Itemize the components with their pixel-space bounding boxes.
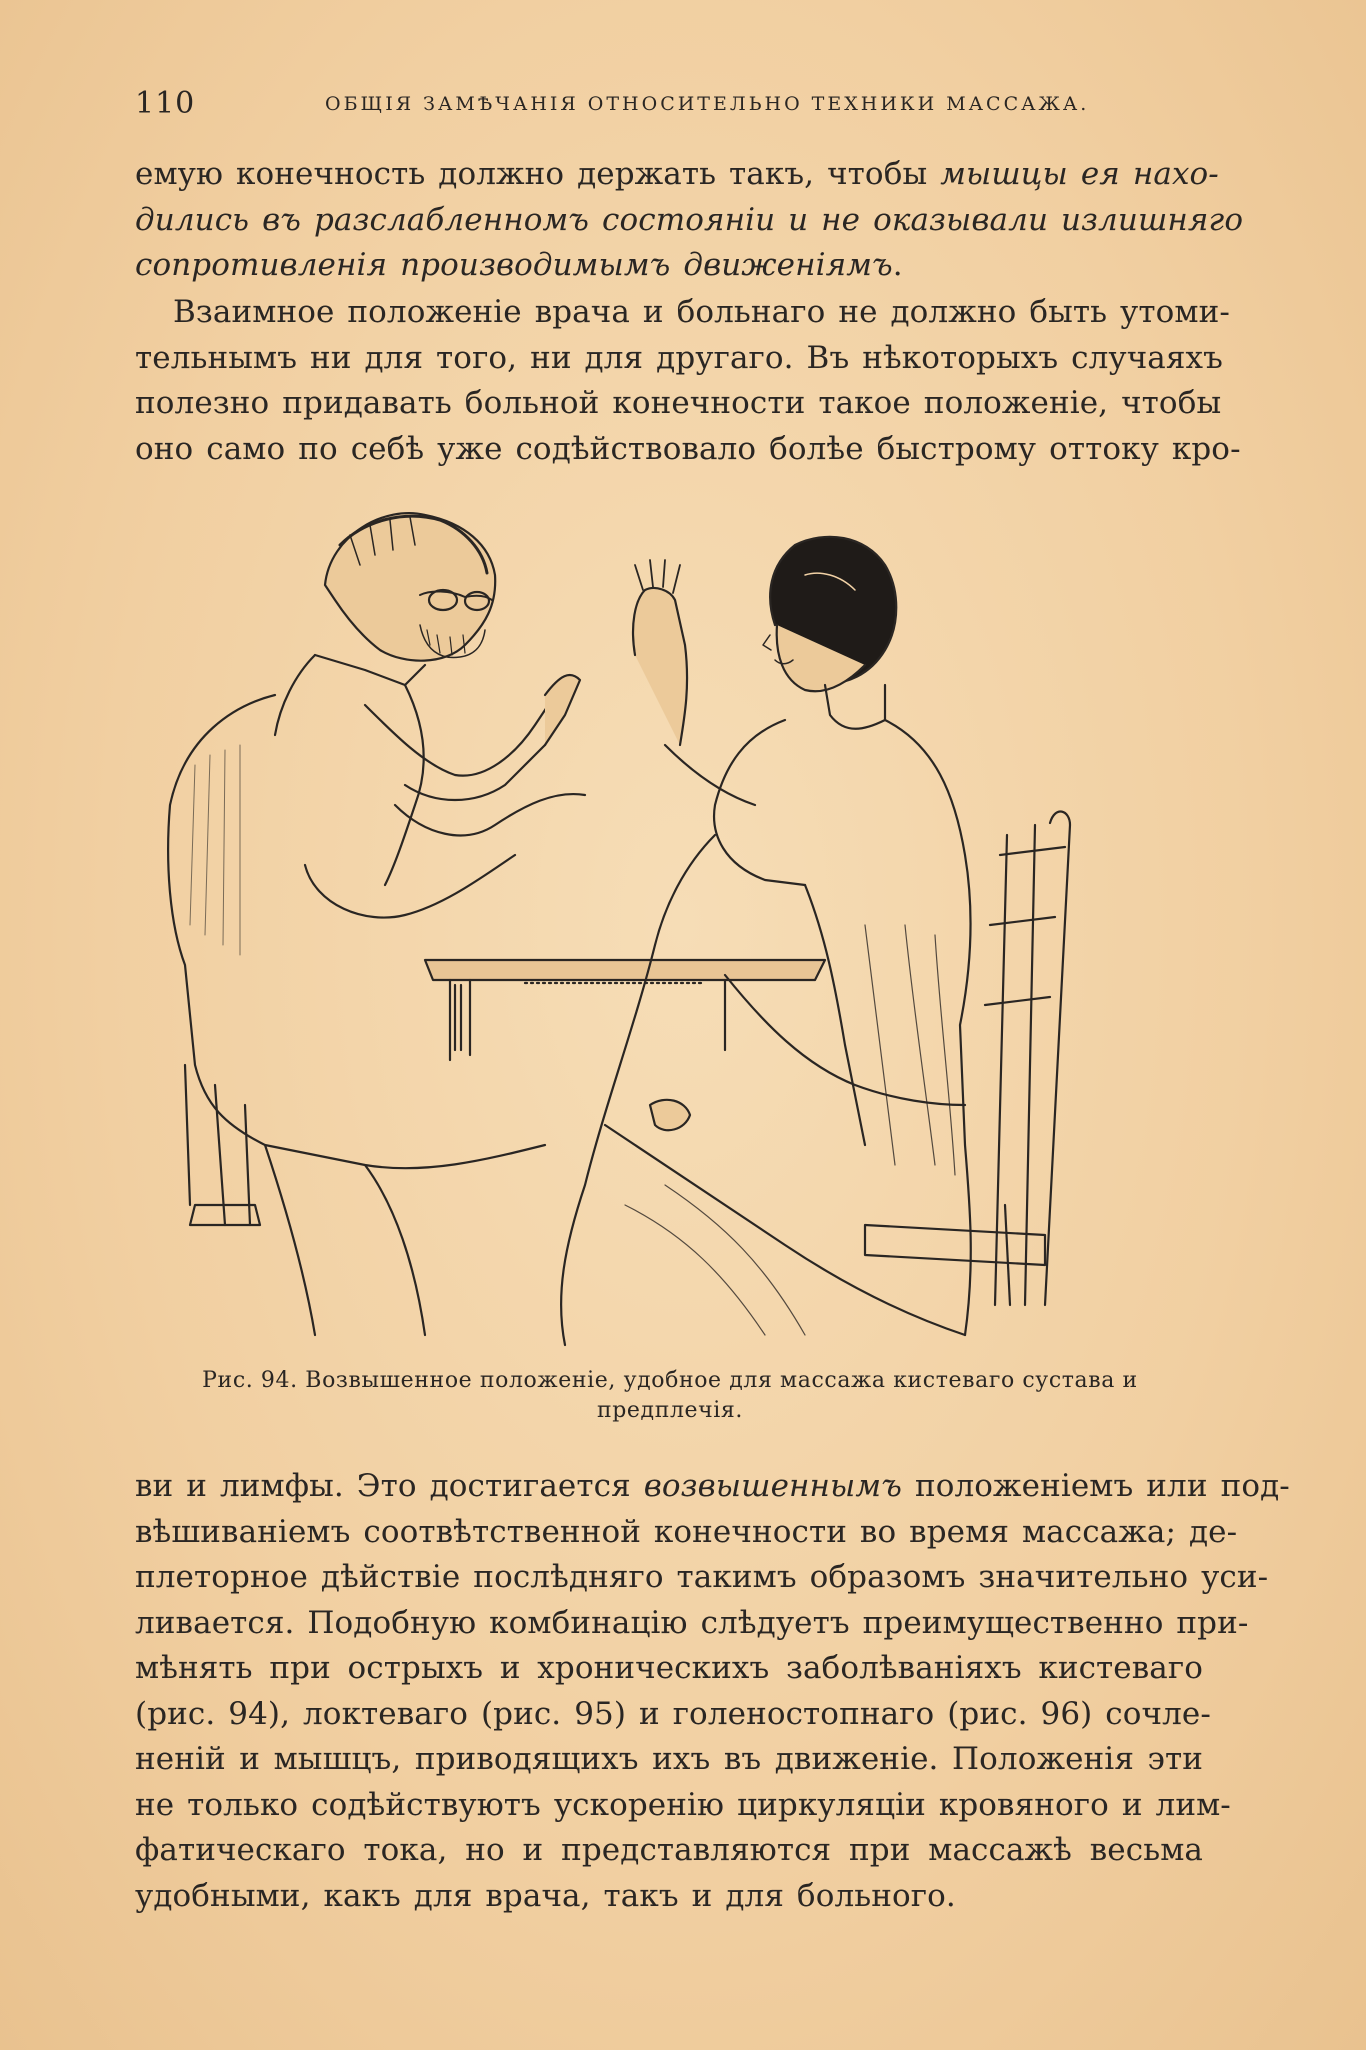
paragraph-2 — [135, 290, 1241, 472]
text-line: ливается. Подобную комбинацію слѣдуетъ преимущественно при- — [135, 1604, 1249, 1641]
figure-caption — [140, 1366, 1200, 1426]
patient-drawing — [561, 537, 971, 1345]
text-line: вѣшиваніемъ соотвѣтственной конечности во время массажа; де- — [135, 1513, 1238, 1550]
text-line: удобными, какъ для врача, такъ и для больного. — [135, 1877, 956, 1914]
illustration-massage-figure — [165, 505, 1165, 1355]
text-span: емую конечность должно держать такъ, чтобы — [135, 156, 941, 192]
paragraph-3 — [135, 1464, 1290, 1919]
caption-line: предплечія. — [596, 1398, 744, 1423]
doctor-drawing — [168, 513, 585, 1335]
text-line: тельнымъ ни для того, ни для другаго. Въ нѣкоторыхъ случаяхъ — [135, 339, 1223, 376]
text-span: положеніемъ или под- — [901, 1468, 1290, 1504]
text-line — [135, 152, 1219, 198]
italic-span: мышцы ея нахо- — [940, 156, 1219, 192]
italic-span: возвышеннымъ — [643, 1468, 902, 1504]
text-span: ви и лимфы. Это достигается — [135, 1468, 644, 1504]
text-span: . — [892, 247, 903, 283]
italic-span: сопротивленія производимымъ движеніямъ — [135, 247, 893, 283]
text-line — [135, 1464, 1290, 1510]
text-line: не только содѣйствуютъ ускоренію циркуляціи кровяного и лим- — [135, 1786, 1231, 1823]
running-head — [135, 86, 1225, 126]
text-line: оно само по себѣ уже содѣйствовало болѣе быстрому оттоку кро- — [135, 430, 1241, 467]
paragraph-1 — [135, 152, 1244, 289]
text-line: фатическаго тока, но и представляются при массажѣ весьма — [135, 1832, 1203, 1868]
text-line: плеторное дѣйствіе послѣдняго такимъ образомъ значительно уси- — [135, 1559, 1269, 1595]
text-line: дились въ разслабленномъ состояніи и не оказывали излишняго — [135, 201, 1244, 238]
text-line: мѣнять при острыхъ и хроническихъ заболѣваніяхъ кистеваго — [135, 1650, 1203, 1686]
text-line — [135, 243, 1203, 289]
chair-drawing — [865, 811, 1070, 1305]
page-number: 110 — [135, 86, 196, 121]
text-line: неній и мышцъ, приводящихъ ихъ въ движеніе. Положенія эти — [135, 1741, 1203, 1777]
caption-line: Рис. 94. Возвышенное положеніе, удобное для массажа кистеваго сустава и — [202, 1368, 1138, 1393]
table-drawing — [425, 960, 825, 1060]
text-line: (рис. 94), локтеваго (рис. 95) и голеностопнаго (рис. 96) сочле- — [135, 1695, 1211, 1732]
text-line: полезно придавать больной конечности такое положеніе, чтобы — [135, 385, 1222, 421]
running-title: ОБЩІЯ ЗАМѢЧАНІЯ ОТНОСИТЕЛЬНО ТЕХНИКИ МАССАЖА. — [325, 93, 1090, 115]
engraving-doctor-patient — [165, 505, 1165, 1355]
text-line: Взаимное положеніе врача и больнаго не должно быть утоми- — [173, 294, 1230, 330]
